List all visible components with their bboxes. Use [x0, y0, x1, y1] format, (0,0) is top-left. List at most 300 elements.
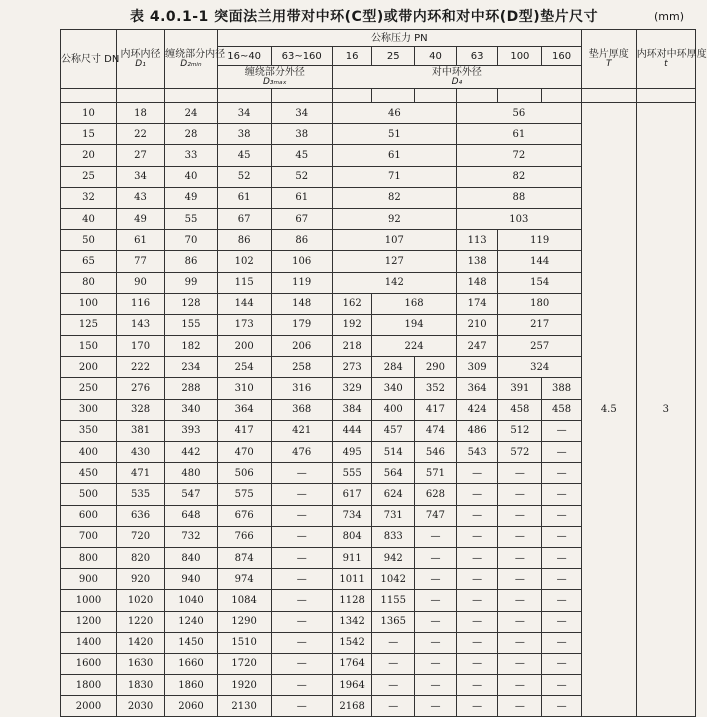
cell-winding-outer-pn16-40: 417: [217, 420, 271, 441]
cell-centering-ring-outer: —: [456, 463, 498, 484]
cell-winding-outer-pn63-160: —: [271, 526, 332, 547]
cell-winding-outer-pn16-40: 676: [217, 505, 271, 526]
cell-inner-ring-diameter: 222: [116, 357, 164, 378]
cell-centering-ring-outer: 224: [372, 336, 456, 357]
cell-winding-outer-pn63-160: 67: [271, 208, 332, 229]
cell-inner-ring-diameter: 116: [116, 293, 164, 314]
cell-winding-outer-pn63-160: —: [271, 569, 332, 590]
cell-winding-inner-diameter: 155: [165, 314, 218, 335]
cell-inner-ring-thickness: 3: [636, 103, 695, 717]
cell-centering-ring-outer: 804: [332, 526, 371, 547]
cell-centering-ring-outer: —: [542, 653, 582, 674]
cell-winding-outer-pn63-160: —: [271, 547, 332, 568]
cell-winding-outer-pn63-160: 421: [271, 420, 332, 441]
cell-centering-ring-outer: 564: [372, 463, 415, 484]
cell-winding-inner-diameter: 1660: [165, 653, 218, 674]
cell-inner-ring-diameter: 2030: [116, 696, 164, 717]
cell-centering-ring-outer: 56: [456, 103, 581, 124]
cell-inner-ring-diameter: 1220: [116, 611, 164, 632]
cell-centering-ring-outer: 92: [332, 208, 456, 229]
cell-winding-outer-pn63-160: —: [271, 675, 332, 696]
cell-winding-outer-pn16-40: 61: [217, 187, 271, 208]
cell-inner-ring-diameter: 535: [116, 484, 164, 505]
cell-winding-outer-pn16-40: 470: [217, 442, 271, 463]
spacer-cell: [581, 89, 636, 103]
cell-winding-outer-pn16-40: 200: [217, 336, 271, 357]
cell-winding-outer-pn63-160: —: [271, 590, 332, 611]
cell-centering-ring-outer: —: [542, 675, 582, 696]
cell-inner-ring-diameter: 49: [116, 208, 164, 229]
cell-winding-outer-pn63-160: 61: [271, 187, 332, 208]
cell-centering-ring-outer: 210: [456, 314, 498, 335]
cell-centering-ring-outer: 474: [415, 420, 457, 441]
cell-centering-ring-outer: —: [372, 696, 415, 717]
cell-dn: 350: [61, 420, 117, 441]
cell-winding-outer-pn63-160: 45: [271, 145, 332, 166]
cell-winding-outer-pn16-40: 115: [217, 272, 271, 293]
cell-winding-outer-pn63-160: —: [271, 696, 332, 717]
cell-centering-ring-outer: —: [542, 420, 582, 441]
cell-dn: 700: [61, 526, 117, 547]
cell-centering-ring-outer: 444: [332, 420, 371, 441]
cell-centering-ring-outer: 194: [372, 314, 456, 335]
cell-centering-ring-outer: 148: [456, 272, 498, 293]
cell-winding-inner-diameter: 1240: [165, 611, 218, 632]
cell-centering-ring-outer: 1542: [332, 632, 371, 653]
cell-centering-ring-outer: 144: [498, 251, 581, 272]
cell-inner-ring-diameter: 22: [116, 124, 164, 145]
cell-centering-ring-outer: 543: [456, 442, 498, 463]
cell-dn: 125: [61, 314, 117, 335]
cell-dn: 1800: [61, 675, 117, 696]
cell-winding-inner-diameter: 1040: [165, 590, 218, 611]
cell-centering-ring-outer: 747: [415, 505, 457, 526]
cell-centering-ring-outer: 273: [332, 357, 371, 378]
cell-winding-outer-pn16-40: 974: [217, 569, 271, 590]
header-centering-ring-outer-diameter: 对中环外径 D₄: [332, 66, 581, 89]
cell-winding-outer-pn16-40: 52: [217, 166, 271, 187]
cell-centering-ring-outer: —: [542, 484, 582, 505]
cell-centering-ring-outer: 329: [332, 378, 371, 399]
cell-centering-ring-outer: —: [415, 569, 457, 590]
cell-centering-ring-outer: —: [498, 526, 542, 547]
cell-centering-ring-outer: —: [542, 505, 582, 526]
cell-centering-ring-outer: 1011: [332, 569, 371, 590]
header-pn-160: 160: [542, 47, 582, 66]
cell-inner-ring-diameter: 43: [116, 187, 164, 208]
cell-centering-ring-outer: —: [456, 505, 498, 526]
header-pn-16: 16: [332, 47, 371, 66]
title-row: [0, 6, 700, 30]
cell-centering-ring-outer: 218: [332, 336, 371, 357]
cell-centering-ring-outer: 1964: [332, 675, 371, 696]
cell-dn: 300: [61, 399, 117, 420]
cell-winding-outer-pn16-40: 310: [217, 378, 271, 399]
cell-winding-outer-pn16-40: 2130: [217, 696, 271, 717]
cell-centering-ring-outer: 46: [332, 103, 456, 124]
cell-inner-ring-diameter: 820: [116, 547, 164, 568]
cell-winding-inner-diameter: 40: [165, 166, 218, 187]
cell-centering-ring-outer: —: [415, 653, 457, 674]
cell-centering-ring-outer: —: [542, 696, 582, 717]
header-pn-25: 25: [372, 47, 415, 66]
cell-winding-inner-diameter: 732: [165, 526, 218, 547]
cell-centering-ring-outer: —: [456, 611, 498, 632]
cell-centering-ring-outer: 457: [372, 420, 415, 441]
cell-centering-ring-outer: 2168: [332, 696, 371, 717]
cell-centering-ring-outer: —: [372, 653, 415, 674]
cell-winding-inner-diameter: 70: [165, 230, 218, 251]
cell-centering-ring-outer: 247: [456, 336, 498, 357]
cell-centering-ring-outer: 82: [332, 187, 456, 208]
cell-dn: 1000: [61, 590, 117, 611]
cell-winding-outer-pn63-160: —: [271, 653, 332, 674]
cell-winding-inner-diameter: 55: [165, 208, 218, 229]
cell-winding-outer-pn16-40: 173: [217, 314, 271, 335]
cell-centering-ring-outer: —: [498, 632, 542, 653]
cell-centering-ring-outer: —: [542, 547, 582, 568]
cell-winding-outer-pn63-160: 179: [271, 314, 332, 335]
cell-inner-ring-diameter: 1020: [116, 590, 164, 611]
cell-winding-outer-pn63-160: 52: [271, 166, 332, 187]
cell-centering-ring-outer: 1128: [332, 590, 371, 611]
cell-centering-ring-outer: —: [456, 653, 498, 674]
header-pn-63-160: 63~160: [271, 47, 332, 66]
cell-centering-ring-outer: —: [415, 547, 457, 568]
cell-centering-ring-outer: 458: [542, 399, 582, 420]
cell-centering-ring-outer: —: [542, 442, 582, 463]
cell-inner-ring-diameter: 1830: [116, 675, 164, 696]
cell-centering-ring-outer: —: [498, 696, 542, 717]
header-dn: 公称尺寸 DN: [61, 30, 117, 89]
cell-centering-ring-outer: 734: [332, 505, 371, 526]
cell-winding-outer-pn63-160: 38: [271, 124, 332, 145]
cell-inner-ring-diameter: 90: [116, 272, 164, 293]
cell-centering-ring-outer: —: [542, 526, 582, 547]
cell-winding-outer-pn63-160: 148: [271, 293, 332, 314]
cell-winding-outer-pn16-40: 1510: [217, 632, 271, 653]
cell-centering-ring-outer: —: [456, 547, 498, 568]
cell-inner-ring-diameter: 61: [116, 230, 164, 251]
cell-centering-ring-outer: 400: [372, 399, 415, 420]
cell-centering-ring-outer: 309: [456, 357, 498, 378]
cell-winding-outer-pn16-40: 144: [217, 293, 271, 314]
header-pn-40: 40: [415, 47, 457, 66]
cell-centering-ring-outer: 731: [372, 505, 415, 526]
cell-dn: 150: [61, 336, 117, 357]
gasket-dimension-table: [60, 29, 707, 717]
cell-winding-outer-pn16-40: 102: [217, 251, 271, 272]
cell-centering-ring-outer: —: [372, 675, 415, 696]
cell-winding-inner-diameter: 99: [165, 272, 218, 293]
cell-centering-ring-outer: 192: [332, 314, 371, 335]
cell-winding-outer-pn63-160: 206: [271, 336, 332, 357]
cell-dn: 80: [61, 272, 117, 293]
cell-centering-ring-outer: —: [415, 526, 457, 547]
cell-centering-ring-outer: 82: [456, 166, 581, 187]
cell-centering-ring-outer: 571: [415, 463, 457, 484]
cell-centering-ring-outer: —: [498, 505, 542, 526]
cell-dn: 40: [61, 208, 117, 229]
cell-centering-ring-outer: 88: [456, 187, 581, 208]
cell-winding-outer-pn16-40: 575: [217, 484, 271, 505]
cell-centering-ring-outer: 113: [456, 230, 498, 251]
cell-winding-inner-diameter: 340: [165, 399, 218, 420]
cell-winding-outer-pn16-40: 364: [217, 399, 271, 420]
cell-centering-ring-outer: —: [456, 675, 498, 696]
cell-winding-outer-pn63-160: 316: [271, 378, 332, 399]
unit-label: (mm): [653, 10, 684, 23]
cell-centering-ring-outer: —: [498, 484, 542, 505]
cell-centering-ring-outer: —: [542, 611, 582, 632]
cell-dn: 250: [61, 378, 117, 399]
cell-inner-ring-diameter: 170: [116, 336, 164, 357]
cell-winding-inner-diameter: 24: [165, 103, 218, 124]
cell-dn: 15: [61, 124, 117, 145]
cell-dn: 200: [61, 357, 117, 378]
cell-dn: 600: [61, 505, 117, 526]
cell-dn: 1400: [61, 632, 117, 653]
cell-centering-ring-outer: 1155: [372, 590, 415, 611]
cell-dn: 25: [61, 166, 117, 187]
cell-centering-ring-outer: 352: [415, 378, 457, 399]
cell-winding-inner-diameter: 288: [165, 378, 218, 399]
header-inner-ring-thickness: 内环对中环厚度 t: [636, 30, 695, 89]
cell-centering-ring-outer: —: [542, 632, 582, 653]
cell-dn: 65: [61, 251, 117, 272]
cell-inner-ring-diameter: 27: [116, 145, 164, 166]
cell-winding-inner-diameter: 86: [165, 251, 218, 272]
header-inner-ring-diameter: 内环内径 D₁: [116, 30, 164, 89]
header-pn-100: 100: [498, 47, 542, 66]
cell-centering-ring-outer: 384: [332, 399, 371, 420]
cell-centering-ring-outer: —: [415, 632, 457, 653]
cell-inner-ring-diameter: 920: [116, 569, 164, 590]
cell-centering-ring-outer: 324: [498, 357, 581, 378]
header-nominal-pressure: 公称压力 PN: [217, 30, 581, 47]
cell-centering-ring-outer: 174: [456, 293, 498, 314]
cell-dn: 50: [61, 230, 117, 251]
header-spacer-row: [61, 89, 696, 103]
cell-centering-ring-outer: 107: [332, 230, 456, 251]
header-gasket-thickness: 垫片厚度 T: [581, 30, 636, 89]
cell-centering-ring-outer: —: [456, 590, 498, 611]
cell-winding-outer-pn16-40: 1720: [217, 653, 271, 674]
cell-dn: 20: [61, 145, 117, 166]
cell-winding-inner-diameter: 547: [165, 484, 218, 505]
cell-winding-outer-pn16-40: 1084: [217, 590, 271, 611]
cell-winding-inner-diameter: 442: [165, 442, 218, 463]
cell-centering-ring-outer: 103: [456, 208, 581, 229]
cell-centering-ring-outer: —: [456, 632, 498, 653]
cell-centering-ring-outer: —: [498, 590, 542, 611]
cell-centering-ring-outer: —: [542, 569, 582, 590]
cell-centering-ring-outer: 284: [372, 357, 415, 378]
cell-centering-ring-outer: 424: [456, 399, 498, 420]
cell-centering-ring-outer: 162: [332, 293, 371, 314]
cell-dn: 400: [61, 442, 117, 463]
cell-winding-inner-diameter: 182: [165, 336, 218, 357]
cell-centering-ring-outer: 340: [372, 378, 415, 399]
cell-winding-inner-diameter: 1860: [165, 675, 218, 696]
cell-centering-ring-outer: —: [456, 526, 498, 547]
cell-centering-ring-outer: —: [498, 653, 542, 674]
cell-centering-ring-outer: 1365: [372, 611, 415, 632]
cell-centering-ring-outer: 142: [332, 272, 456, 293]
cell-centering-ring-outer: 180: [498, 293, 581, 314]
cell-centering-ring-outer: 555: [332, 463, 371, 484]
cell-centering-ring-outer: 495: [332, 442, 371, 463]
cell-winding-outer-pn63-160: —: [271, 611, 332, 632]
cell-centering-ring-outer: —: [372, 632, 415, 653]
table-row: [61, 103, 696, 124]
cell-winding-inner-diameter: 28: [165, 124, 218, 145]
cell-centering-ring-outer: —: [456, 696, 498, 717]
cell-centering-ring-outer: —: [542, 463, 582, 484]
cell-dn: 10: [61, 103, 117, 124]
cell-dn: 1600: [61, 653, 117, 674]
cell-centering-ring-outer: —: [415, 696, 457, 717]
cell-winding-inner-diameter: 840: [165, 547, 218, 568]
cell-dn: 900: [61, 569, 117, 590]
cell-winding-outer-pn63-160: —: [271, 484, 332, 505]
cell-inner-ring-diameter: 77: [116, 251, 164, 272]
cell-centering-ring-outer: 458: [498, 399, 542, 420]
header-winding-inner-diameter: 缠绕部分内径 D₂ₘᵢₙ: [165, 30, 218, 89]
cell-centering-ring-outer: 391: [498, 378, 542, 399]
cell-winding-outer-pn16-40: 34: [217, 103, 271, 124]
cell-centering-ring-outer: —: [498, 547, 542, 568]
cell-winding-inner-diameter: 648: [165, 505, 218, 526]
cell-centering-ring-outer: 1042: [372, 569, 415, 590]
cell-inner-ring-diameter: 143: [116, 314, 164, 335]
header-winding-outer-diameter: 缠绕部分外径 D₃ₘₐₓ: [217, 66, 332, 89]
cell-centering-ring-outer: 71: [332, 166, 456, 187]
cell-centering-ring-outer: 290: [415, 357, 457, 378]
header-pn-16-40: 16~40: [217, 47, 271, 66]
header-pn-63: 63: [456, 47, 498, 66]
cell-centering-ring-outer: —: [542, 590, 582, 611]
cell-winding-outer-pn16-40: 766: [217, 526, 271, 547]
cell-centering-ring-outer: 217: [498, 314, 581, 335]
cell-centering-ring-outer: 942: [372, 547, 415, 568]
cell-inner-ring-diameter: 276: [116, 378, 164, 399]
cell-winding-outer-pn63-160: —: [271, 632, 332, 653]
cell-inner-ring-diameter: 381: [116, 420, 164, 441]
cell-inner-ring-diameter: 636: [116, 505, 164, 526]
cell-centering-ring-outer: 628: [415, 484, 457, 505]
cell-winding-inner-diameter: 33: [165, 145, 218, 166]
cell-centering-ring-outer: 512: [498, 420, 542, 441]
cell-centering-ring-outer: 486: [456, 420, 498, 441]
cell-winding-inner-diameter: 234: [165, 357, 218, 378]
cell-dn: 800: [61, 547, 117, 568]
cell-centering-ring-outer: —: [498, 675, 542, 696]
cell-centering-ring-outer: —: [415, 611, 457, 632]
cell-centering-ring-outer: —: [456, 569, 498, 590]
cell-winding-outer-pn16-40: 874: [217, 547, 271, 568]
cell-winding-inner-diameter: 393: [165, 420, 218, 441]
cell-centering-ring-outer: 72: [456, 145, 581, 166]
cell-centering-ring-outer: 364: [456, 378, 498, 399]
cell-centering-ring-outer: 1764: [332, 653, 371, 674]
cell-centering-ring-outer: 911: [332, 547, 371, 568]
cell-centering-ring-outer: 417: [415, 399, 457, 420]
cell-winding-outer-pn63-160: —: [271, 505, 332, 526]
cell-centering-ring-outer: —: [415, 590, 457, 611]
cell-inner-ring-diameter: 430: [116, 442, 164, 463]
cell-winding-outer-pn63-160: 119: [271, 272, 332, 293]
cell-centering-ring-outer: 61: [456, 124, 581, 145]
cell-inner-ring-diameter: 720: [116, 526, 164, 547]
table-title: 表 4.0.1-1 突面法兰用带对中环(C型)或带内环和对中环(D型)垫片尺寸: [130, 9, 599, 25]
cell-winding-inner-diameter: 1450: [165, 632, 218, 653]
cell-centering-ring-outer: —: [498, 569, 542, 590]
table-body: [61, 89, 696, 717]
cell-winding-outer-pn63-160: —: [271, 463, 332, 484]
cell-winding-outer-pn63-160: 34: [271, 103, 332, 124]
spacer-cell: [636, 89, 695, 103]
cell-gasket-thickness: 4.5: [581, 103, 636, 717]
cell-centering-ring-outer: 514: [372, 442, 415, 463]
cell-dn: 1200: [61, 611, 117, 632]
cell-winding-inner-diameter: 940: [165, 569, 218, 590]
cell-winding-outer-pn16-40: 86: [217, 230, 271, 251]
cell-centering-ring-outer: 61: [332, 145, 456, 166]
cell-winding-outer-pn63-160: 258: [271, 357, 332, 378]
cell-centering-ring-outer: 833: [372, 526, 415, 547]
cell-centering-ring-outer: 51: [332, 124, 456, 145]
cell-centering-ring-outer: 257: [498, 336, 581, 357]
cell-inner-ring-diameter: 18: [116, 103, 164, 124]
cell-winding-outer-pn16-40: 1290: [217, 611, 271, 632]
cell-centering-ring-outer: 572: [498, 442, 542, 463]
cell-centering-ring-outer: 546: [415, 442, 457, 463]
cell-dn: 2000: [61, 696, 117, 717]
cell-centering-ring-outer: 168: [372, 293, 456, 314]
cell-centering-ring-outer: —: [498, 611, 542, 632]
cell-winding-outer-pn63-160: 106: [271, 251, 332, 272]
cell-centering-ring-outer: 617: [332, 484, 371, 505]
cell-winding-outer-pn16-40: 38: [217, 124, 271, 145]
cell-inner-ring-diameter: 1420: [116, 632, 164, 653]
cell-centering-ring-outer: 1342: [332, 611, 371, 632]
cell-winding-outer-pn16-40: 254: [217, 357, 271, 378]
cell-winding-outer-pn63-160: 368: [271, 399, 332, 420]
cell-winding-inner-diameter: 2060: [165, 696, 218, 717]
cell-winding-outer-pn16-40: 1920: [217, 675, 271, 696]
cell-inner-ring-diameter: 34: [116, 166, 164, 187]
cell-centering-ring-outer: —: [498, 463, 542, 484]
cell-winding-outer-pn16-40: 67: [217, 208, 271, 229]
cell-winding-outer-pn16-40: 506: [217, 463, 271, 484]
cell-centering-ring-outer: 388: [542, 378, 582, 399]
cell-dn: 100: [61, 293, 117, 314]
cell-winding-outer-pn63-160: 86: [271, 230, 332, 251]
cell-inner-ring-diameter: 471: [116, 463, 164, 484]
cell-centering-ring-outer: —: [456, 484, 498, 505]
cell-centering-ring-outer: 138: [456, 251, 498, 272]
cell-centering-ring-outer: 624: [372, 484, 415, 505]
cell-inner-ring-diameter: 1630: [116, 653, 164, 674]
cell-winding-outer-pn63-160: 476: [271, 442, 332, 463]
cell-centering-ring-outer: —: [415, 675, 457, 696]
cell-dn: 32: [61, 187, 117, 208]
cell-centering-ring-outer: 154: [498, 272, 581, 293]
cell-centering-ring-outer: 127: [332, 251, 456, 272]
cell-winding-inner-diameter: 128: [165, 293, 218, 314]
cell-winding-outer-pn16-40: 45: [217, 145, 271, 166]
